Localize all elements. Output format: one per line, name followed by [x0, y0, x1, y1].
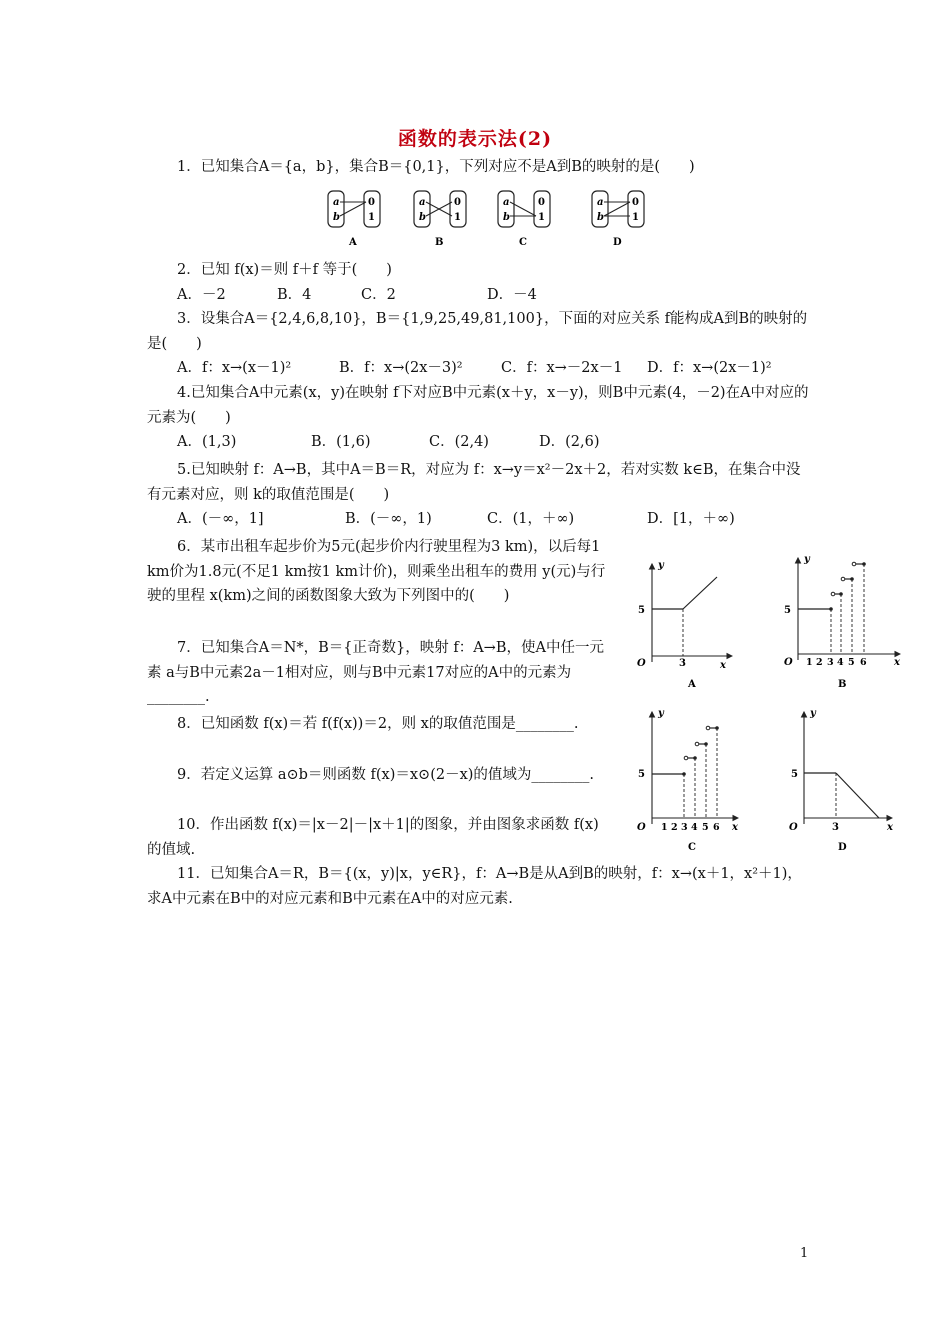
graph-b	[784, 554, 901, 690]
option: B．4	[277, 286, 312, 303]
question-10-stem: 10．作出函数 f(x)＝|x－2|－|x＋1|的图象，并由图象求函数 f(x)的值域.	[147, 817, 599, 858]
svg-text:O: O	[637, 822, 646, 833]
question-4-options	[147, 430, 809, 455]
question-7	[147, 636, 609, 710]
question-9-stem: 9．若定义运算 a⊙b＝则函数 f(x)＝x⊙(2－x)的值域为________.	[177, 767, 595, 783]
svg-text:0: 0	[454, 197, 461, 208]
option: B．f：x→(2x－3)²	[339, 360, 463, 376]
svg-text:x: x	[720, 660, 726, 671]
svg-text:b: b	[503, 212, 510, 223]
option: C．(1，＋∞)	[487, 511, 575, 527]
question-4-stem: 4.已知集合A中元素(x，y)在映射 f下对应B中元素(x＋y，x－y)，则B中元素(4，－2)在A中对应的元素为( )	[147, 385, 809, 426]
question-4	[147, 381, 809, 455]
option: D．(2,6)	[539, 434, 600, 450]
question-8	[147, 712, 609, 737]
question-6-stem: 6．某市出租车起步价为5元(起步价内行驶里程为3 km)，以后每1 km价为1.8元(不足1 km按1 km计价)，则乘坐出租车的费用 y(元)与行驶的里程 x(km)之间的函数图象大致为下列图中的( )	[147, 539, 606, 604]
option: D．f：x→(2x－1)²	[647, 360, 772, 376]
svg-text:4: 4	[837, 657, 844, 668]
mapping-diagram-d	[592, 191, 644, 248]
svg-text:3: 3	[679, 658, 686, 669]
option: C．(2,4)	[429, 434, 489, 450]
mapping-diagram-b	[414, 191, 466, 248]
question-5	[147, 458, 809, 532]
svg-text:5: 5	[848, 657, 855, 668]
mapping-diagrams	[318, 186, 658, 252]
question-3	[147, 307, 809, 381]
svg-text:1: 1	[454, 212, 461, 223]
graph-c	[637, 708, 739, 853]
svg-text:y: y	[804, 554, 810, 565]
svg-text:1: 1	[538, 212, 545, 223]
svg-text:1: 1	[806, 657, 813, 668]
svg-text:0: 0	[538, 197, 545, 208]
question-5-options	[147, 507, 809, 532]
option: B．(－∞，1)	[345, 511, 432, 527]
option: A．(－∞，1]	[177, 511, 264, 527]
question-5-stem: 5.已知映射 f：A→B，其中A＝B＝R，对应为 f：x→y＝x²－2x＋2，若对实数 k∈B，在集合中没有元素对应，则 k的取值范围是( )	[147, 462, 801, 503]
svg-text:5: 5	[638, 769, 645, 780]
svg-text:0: 0	[368, 197, 375, 208]
svg-text:5: 5	[638, 605, 645, 616]
graph-label-d: D	[838, 842, 847, 853]
question-3-stem: 3．设集合A＝{2,4,6,8,10}，B＝{1,9,25,49,81,100}，下面的对应关系 f能构成A到B的映射的是( )	[147, 311, 808, 352]
question-8-stem: 8．已知函数 f(x)＝若 f(f(x))＝2，则 x的取值范围是________.	[177, 716, 579, 732]
svg-text:a: a	[597, 197, 604, 208]
svg-text:x: x	[732, 822, 738, 833]
graph-label-b: B	[838, 679, 847, 690]
svg-text:O: O	[784, 657, 793, 668]
svg-text:3: 3	[832, 822, 839, 833]
question-2-stem: 2．已知 f(x)＝则 f＋f 等于( )	[177, 262, 392, 278]
diagram-label-c: C	[519, 237, 527, 248]
question-1-stem: 1．已知集合A＝{a，b}，集合B＝{0,1}，下列对应不是A到B的映射的是( )	[177, 159, 695, 175]
svg-text:b: b	[419, 212, 426, 223]
option: C．f：x→－2x－1	[501, 360, 623, 376]
graph-label-a: A	[688, 679, 696, 690]
svg-text:y: y	[658, 708, 664, 719]
svg-text:3: 3	[681, 822, 688, 833]
option: A．f：x→(x－1)²	[177, 360, 292, 376]
diagram-label-d: D	[613, 237, 622, 248]
mapping-diagram-c	[498, 191, 550, 248]
diagram-label-b: B	[435, 237, 444, 248]
graph-label-c: C	[688, 842, 696, 853]
graph-a	[637, 560, 732, 690]
diagram-label-a: A	[349, 237, 357, 248]
question-11	[147, 862, 809, 911]
svg-text:y: y	[810, 708, 816, 719]
svg-text:1: 1	[368, 212, 375, 223]
mapping-diagram-a	[328, 191, 380, 248]
question-1	[147, 155, 809, 180]
question-3-options	[147, 356, 809, 381]
svg-text:y: y	[658, 560, 664, 571]
svg-text:2: 2	[671, 822, 678, 833]
option: A．(1,3)	[177, 434, 237, 450]
svg-text:1: 1	[661, 822, 668, 833]
svg-text:a: a	[333, 197, 340, 208]
page-number: 1	[800, 1246, 809, 1261]
option: C．2	[361, 286, 396, 303]
option: A．－2	[177, 286, 226, 303]
svg-text:a: a	[419, 197, 426, 208]
question-11-stem: 11．已知集合A＝R，B＝{(x，y)|x，y∈R}，f：A→B是从A到B的映射，f：x→(x＋1，x²＋1)，求A中元素在B中的对应元素和B中元素在A中的对应元素.	[147, 866, 802, 907]
svg-text:6: 6	[860, 657, 867, 668]
question-10	[147, 813, 609, 862]
svg-text:3: 3	[827, 657, 834, 668]
svg-text:4: 4	[691, 822, 698, 833]
option: D．[1，＋∞)	[647, 511, 735, 527]
option: D．－4	[487, 286, 537, 303]
svg-text:5: 5	[702, 822, 709, 833]
question-9	[147, 763, 609, 788]
question-2-options	[147, 283, 809, 308]
question-7-stem: 7．已知集合A＝N*，B＝{正奇数}，映射 f：A→B，使A中任一元素 a与B中元素2a－1相对应，则与B中元素17对应的A中的元素为________.	[147, 640, 604, 705]
graph-d	[789, 708, 894, 853]
svg-text:a: a	[503, 197, 510, 208]
question-2	[147, 258, 809, 307]
svg-text:0: 0	[632, 197, 639, 208]
svg-text:O: O	[789, 822, 798, 833]
svg-text:5: 5	[784, 605, 791, 616]
question-6	[147, 535, 609, 609]
svg-text:b: b	[597, 212, 604, 223]
q6-graphs	[620, 552, 920, 862]
svg-text:x: x	[887, 822, 893, 833]
svg-text:x: x	[894, 657, 900, 668]
svg-text:b: b	[333, 212, 340, 223]
svg-text:5: 5	[791, 769, 798, 780]
svg-text:1: 1	[632, 212, 639, 223]
option: B．(1,6)	[311, 434, 371, 450]
page-title: 函数的表示法(2)	[397, 128, 553, 150]
svg-text:O: O	[637, 658, 646, 669]
svg-text:2: 2	[816, 657, 823, 668]
svg-text:6: 6	[713, 822, 720, 833]
